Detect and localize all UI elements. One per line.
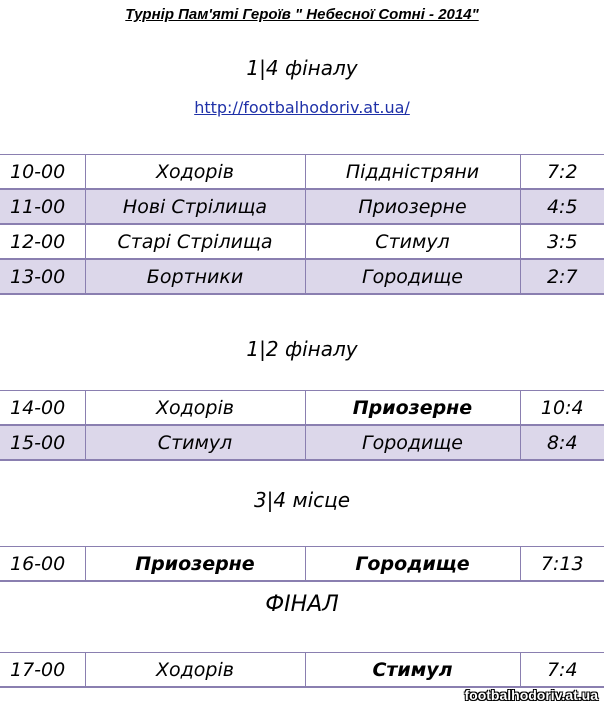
- match-time: 15-00: [0, 425, 85, 460]
- match-time: 10-00: [0, 155, 85, 190]
- table-row: [0, 653, 604, 688]
- table-row: [0, 425, 604, 460]
- match-time: 12-00: [0, 224, 85, 259]
- match-time: 17-00: [0, 653, 85, 688]
- away-team: Піддністряни: [305, 155, 520, 190]
- watermark: footbalhodoriv.at.ua: [464, 687, 598, 703]
- table-row: [0, 547, 604, 582]
- match-score: 3:5: [520, 224, 604, 259]
- table-row: [0, 155, 604, 190]
- table-row: [0, 391, 604, 426]
- away-team: Приозерне: [305, 391, 520, 426]
- website-link[interactable]: http://footbalhodoriv.at.ua/: [194, 98, 410, 117]
- home-team: Бортники: [85, 259, 305, 294]
- match-time: 13-00: [0, 259, 85, 294]
- quarterfinal-heading: 1|4 фіналу: [246, 56, 358, 80]
- match-score: 10:4: [520, 391, 604, 426]
- match-score: 2:7: [520, 259, 604, 294]
- final-table: [0, 652, 604, 688]
- final-heading: ФІНАЛ: [265, 592, 339, 617]
- away-team: Приозерне: [305, 189, 520, 224]
- home-team: Приозерне: [85, 547, 305, 582]
- away-team: Городище: [305, 547, 520, 582]
- table-row: [0, 189, 604, 224]
- tournament-title: Турнір Пам'яті Героїв " Небесної Сотні - 2014": [125, 6, 479, 23]
- away-team: Городище: [305, 425, 520, 460]
- match-time: 14-00: [0, 391, 85, 426]
- semifinal-heading: 1|2 фіналу: [246, 337, 358, 361]
- match-score: 8:4: [520, 425, 604, 460]
- match-score: 4:5: [520, 189, 604, 224]
- semifinal-table: [0, 390, 604, 461]
- third-place-heading: 3|4 місце: [253, 488, 351, 512]
- home-team: Ходорів: [85, 155, 305, 190]
- match-score: 7:4: [520, 653, 604, 688]
- home-team: Нові Стрілища: [85, 189, 305, 224]
- home-team: Ходорів: [85, 391, 305, 426]
- home-team: Стимул: [85, 425, 305, 460]
- away-team: Стимул: [305, 224, 520, 259]
- quarterfinal-table: [0, 154, 604, 295]
- away-team: Стимул: [305, 653, 520, 688]
- match-score: 7:13: [520, 547, 604, 582]
- match-time: 16-00: [0, 547, 85, 582]
- match-score: 7:2: [520, 155, 604, 190]
- away-team: Городище: [305, 259, 520, 294]
- table-row: [0, 224, 604, 259]
- home-team: Старі Стрілища: [85, 224, 305, 259]
- third-place-table: [0, 546, 604, 582]
- home-team: Ходорів: [85, 653, 305, 688]
- table-row: [0, 259, 604, 294]
- match-time: 11-00: [0, 189, 85, 224]
